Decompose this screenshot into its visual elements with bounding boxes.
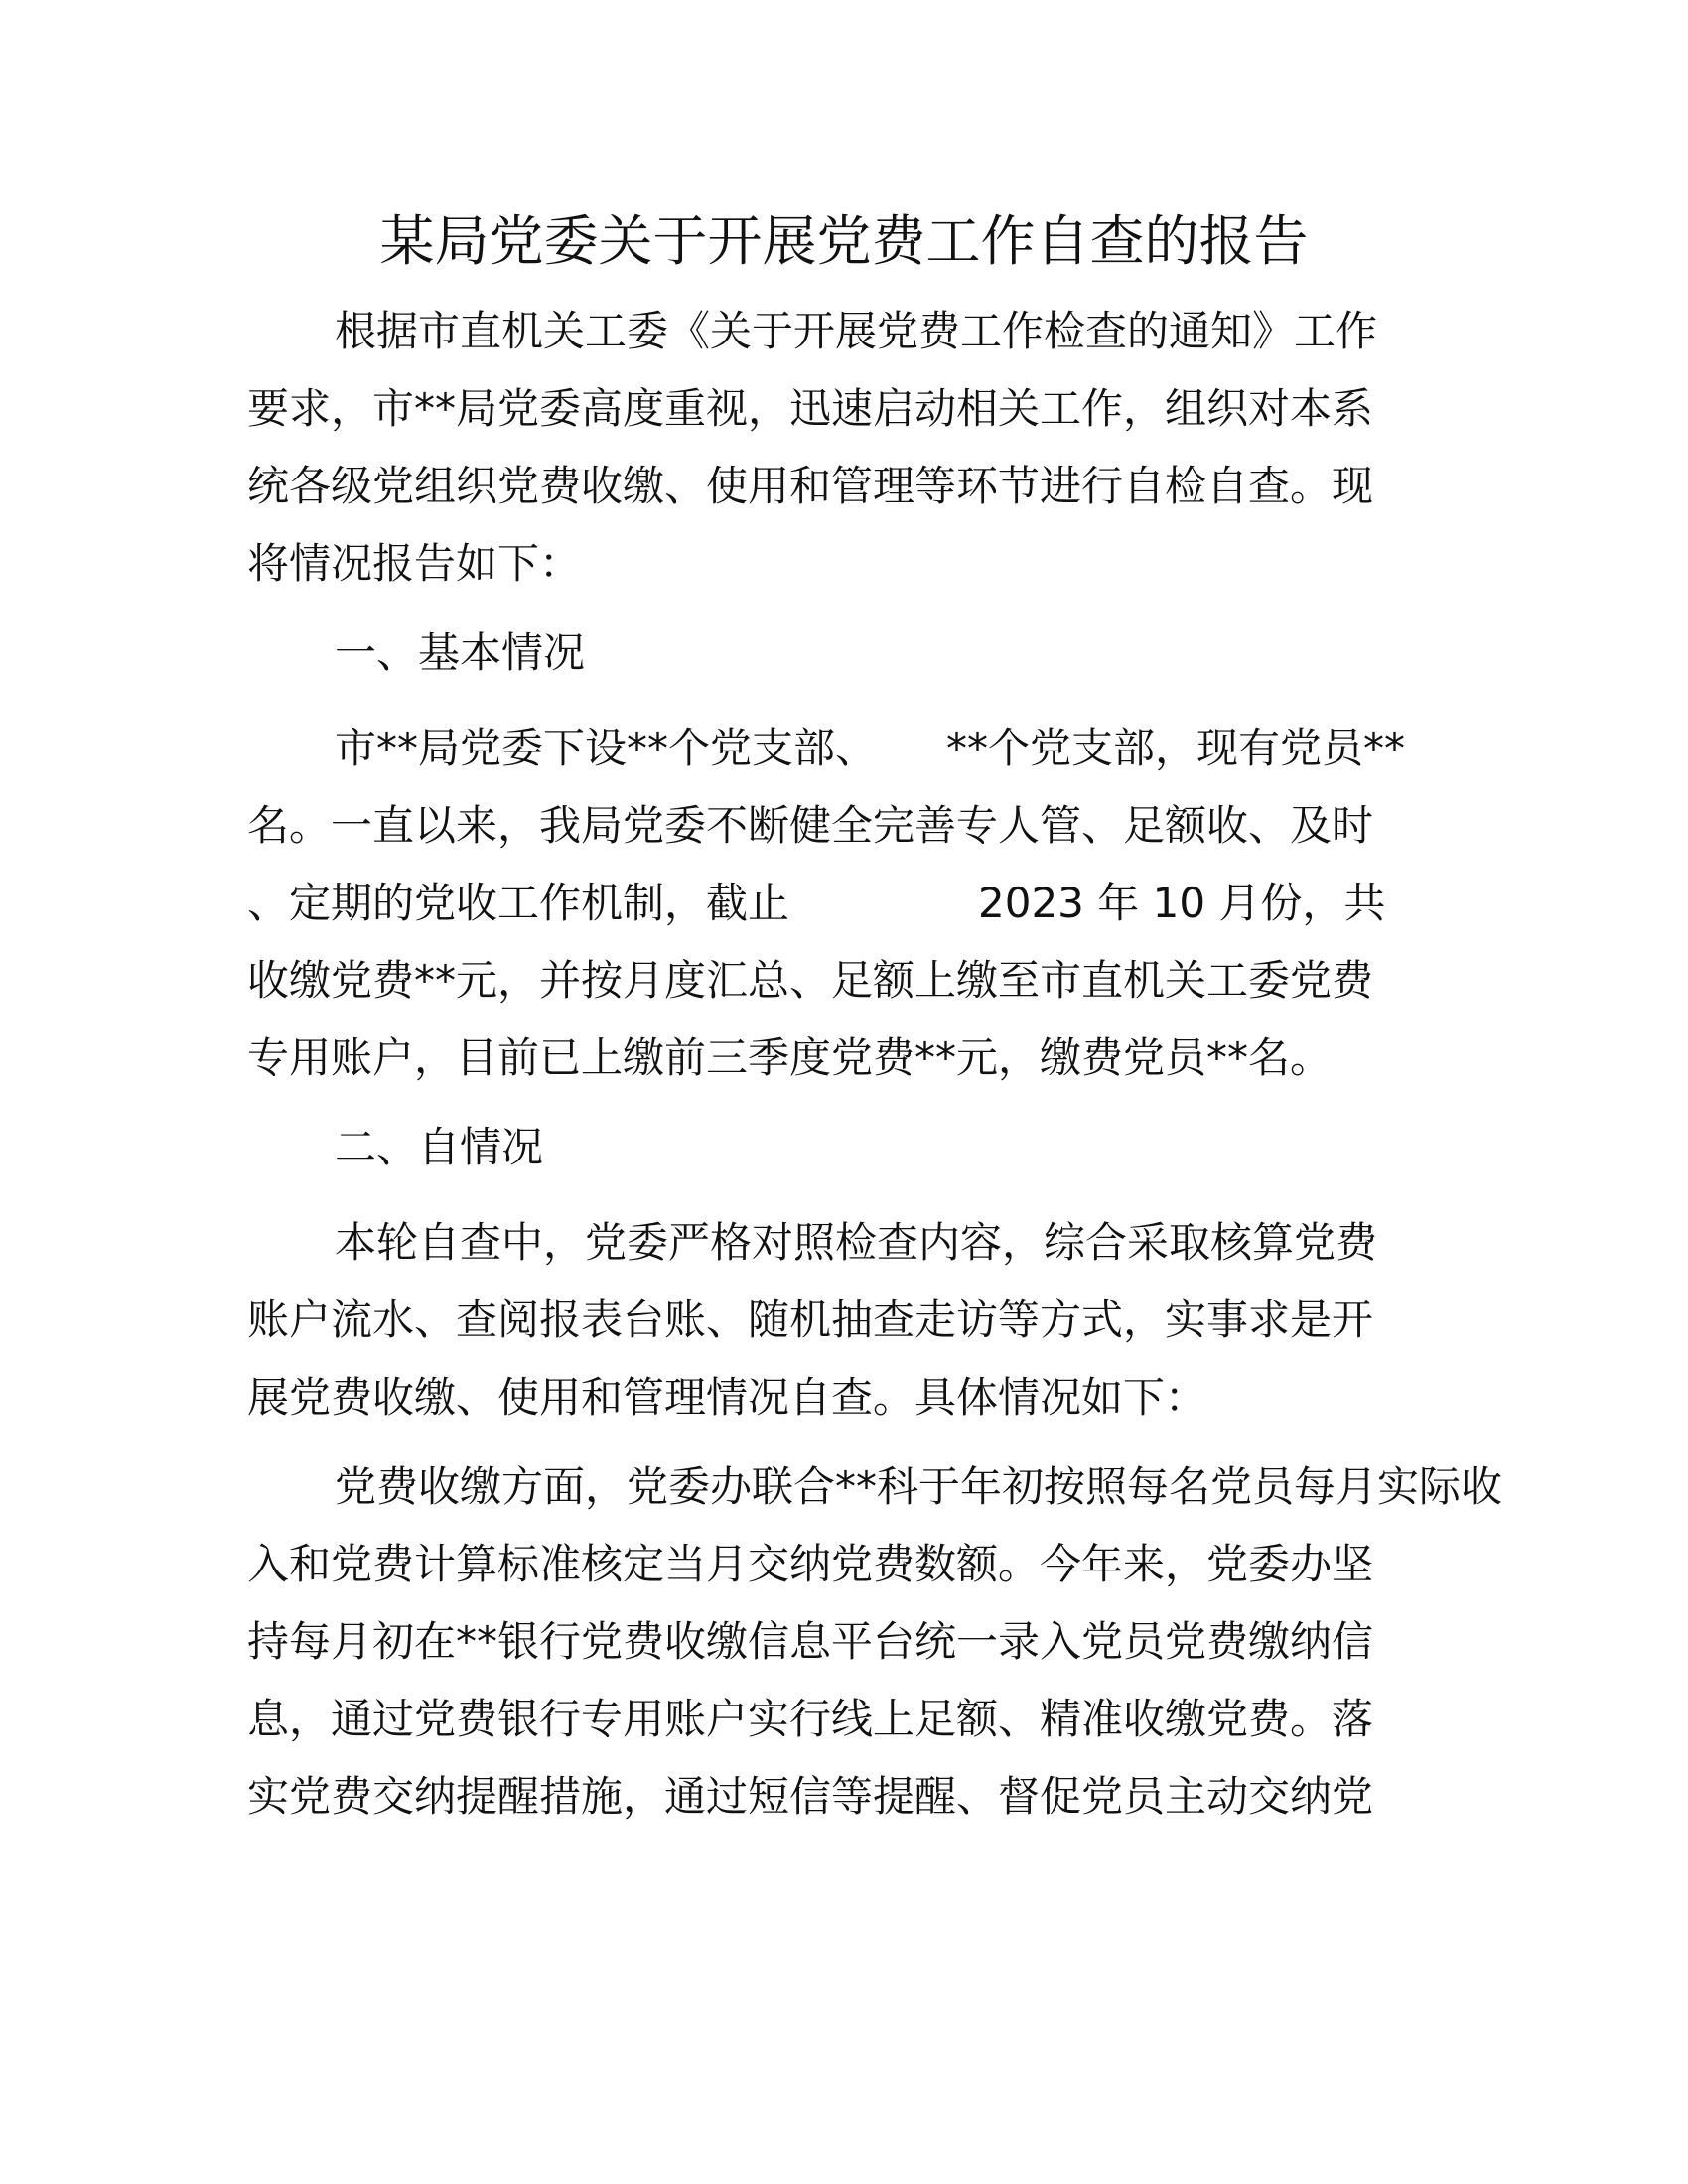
- section-1-line-3-part-a: 、定期的党收工作机制，截止: [247, 879, 790, 927]
- section-1-line-1-part-a: 市**局党委下设**个党支部、: [335, 724, 878, 772]
- section-1-line-5: 专用账户，目前已上缴前三季度党费**元，缴费党员**名。: [247, 1033, 1333, 1082]
- intro-line-2: 要求，市**局党委高度重视，迅速启动相关工作，组织对本系: [247, 384, 1374, 433]
- intro-line-1: 根据市直机关工委《关于开展党费工作检查的通知》工作: [335, 307, 1378, 355]
- section-2-para-1-line-3: 展党费收缴、使用和管理情况自查。具体情况如下：: [247, 1373, 1207, 1422]
- section-1-line-3: [247, 876, 1385, 931]
- section-1-heading: 一、基本情况: [335, 628, 586, 677]
- section-1-line-3-part-b: 2023 年 10 月份，共: [978, 879, 1386, 927]
- section-2-para-1-line-2: 账户流水、查阅报表台账、随机抽查走访等方式，实事求是开: [247, 1296, 1374, 1344]
- document-title: 某局党委关于开展党费工作自查的报告: [379, 209, 1309, 273]
- section-2-para-2-line-1: 党费收缴方面，党委办联合**科于年初按照每名党员每月实际收: [335, 1462, 1503, 1511]
- section-2-para-2-line-3: 持每月初在**银行党费收缴信息平台统一录入党员党费缴纳信: [247, 1617, 1374, 1666]
- section-1-line-1-part-b: **个党支部，现有党员**: [946, 724, 1406, 772]
- section-2-para-2-line-5: 实党费交纳提醒措施，通过短信等提醒、督促党员主动交纳党: [247, 1772, 1374, 1821]
- intro-line-4: 将情况报告如下：: [247, 539, 582, 588]
- section-2-heading: 二、自情况: [335, 1123, 544, 1171]
- section-2-para-1-line-1: 本轮自查中，党委严格对照检查内容，综合采取核算党费: [335, 1218, 1378, 1267]
- intro-line-3: 统各级党组织党费收缴、使用和管理等环节进行自检自查。现: [247, 462, 1374, 510]
- section-1-line-1: [335, 721, 1405, 776]
- section-1-line-4: 收缴党费**元，并按月度汇总、足额上缴至市直机关工委党费: [247, 956, 1374, 1005]
- section-2-para-2-line-2: 入和党费计算标准核定当月交纳党费数额。今年来，党委办坚: [247, 1540, 1374, 1588]
- section-2-para-2-line-4: 息，通过党费银行专用账户实行线上足额、精准收缴党费。落: [247, 1695, 1374, 1743]
- section-1-line-2: 名。一直以来，我局党委不断健全完善专人管、足额收、及时: [247, 801, 1374, 850]
